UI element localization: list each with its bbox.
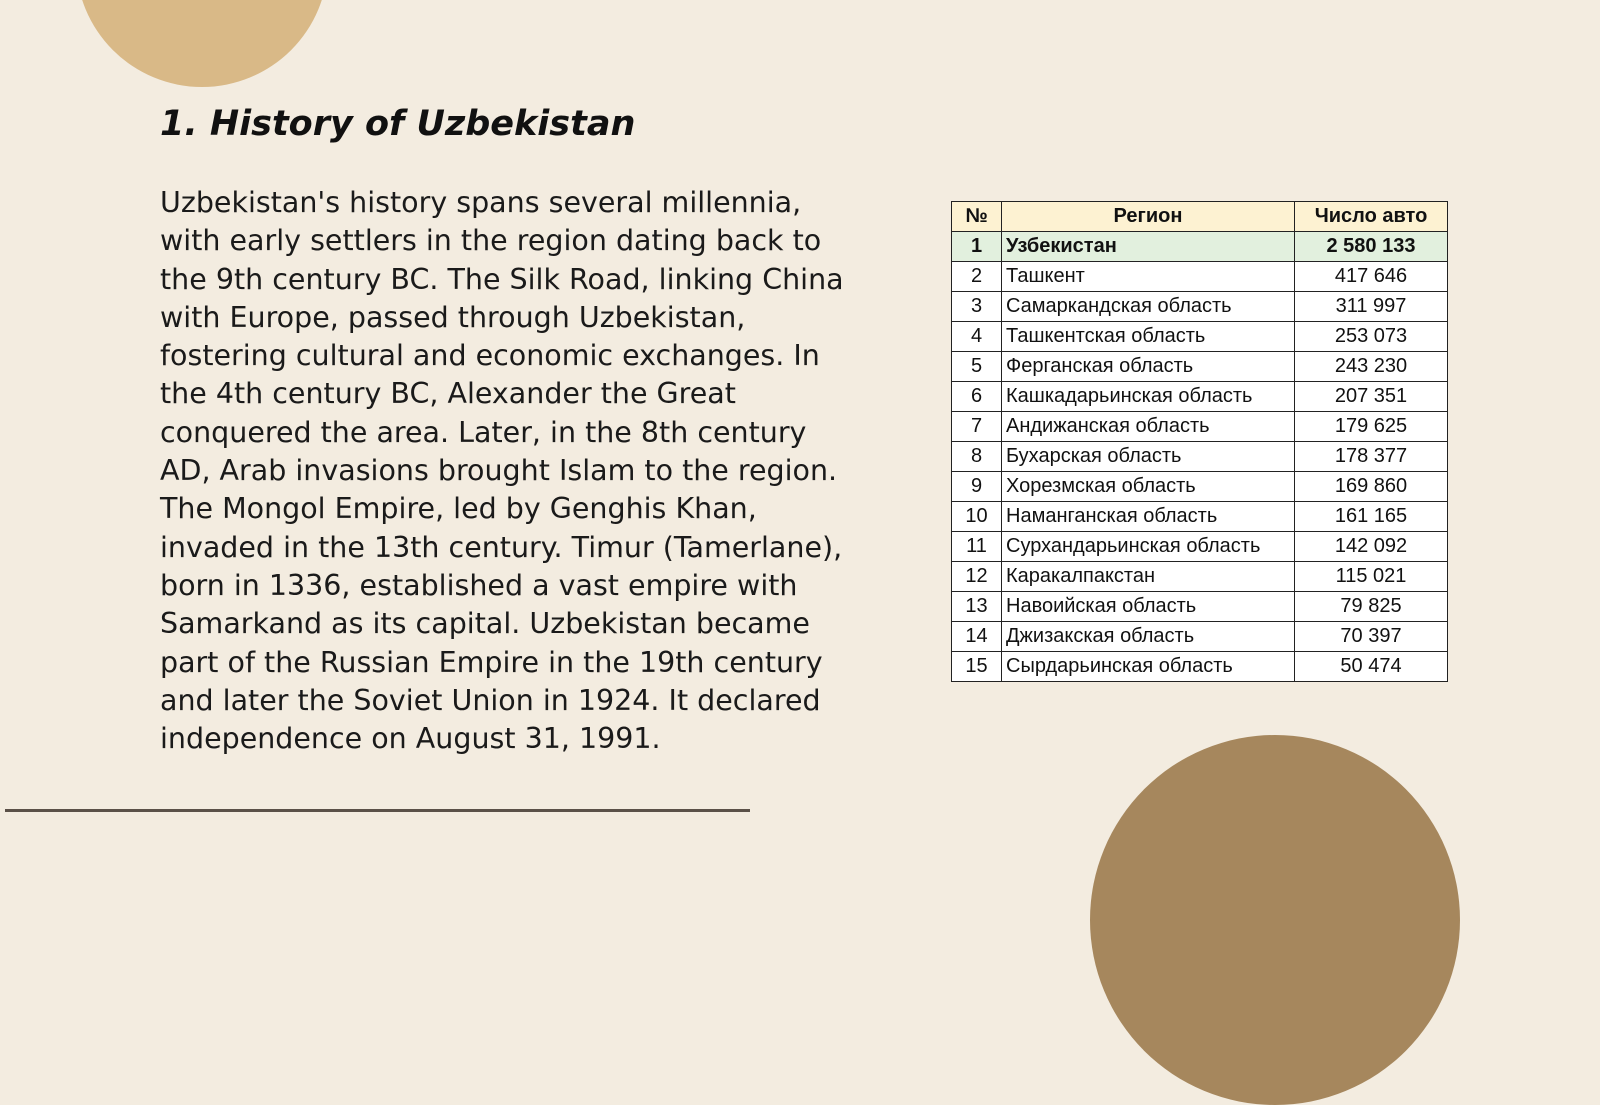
row-region: Самаркандская область (1002, 292, 1295, 322)
row-vehicle-count: 50 474 (1295, 652, 1448, 682)
row-region: Бухарская область (1002, 442, 1295, 472)
history-paragraph: Uzbekistan's history spans several millennia, with early settlers in the region dating back to the 9th century BC. The Silk Road, linking China with Europe, passed through Uzbekistan, fostering cultural and economic exchanges. In the 4th century BC, Alexander the Great conquered the area. Later, in the 8th century AD, Arab invasions brought Islam to the region. The Mongol Empire, led by Genghis Khan, invaded in the 13th century. Timur (Tamerlane), born in 1336, established a vast empire with Samarkand as its capital. Uzbekistan became part of the Russian Empire in the 19th century and later the Soviet Union in 1924. It declared independence on August 31, 1991. (160, 186, 844, 756)
row-region: Ташкентская область (1002, 322, 1295, 352)
table-row (952, 322, 1448, 352)
row-vehicle-count: 243 230 (1295, 352, 1448, 382)
decorative-circle-top (76, 0, 328, 87)
divider-line (5, 809, 750, 812)
row-region: Наманганская область (1002, 502, 1295, 532)
row-region: Джизакская область (1002, 622, 1295, 652)
slide-title: 1. History of Uzbekistan (160, 104, 636, 144)
row-number: 14 (952, 622, 1002, 652)
row-vehicle-count: 253 073 (1295, 322, 1448, 352)
row-number: 7 (952, 412, 1002, 442)
row-region: Каракалпакстан (1002, 562, 1295, 592)
table-row (952, 502, 1448, 532)
row-region: Андижанская область (1002, 412, 1295, 442)
table-row (952, 382, 1448, 412)
row-number: 5 (952, 352, 1002, 382)
row-region: Сурхандарьинская область (1002, 532, 1295, 562)
header-number: № (952, 202, 1002, 232)
row-number: 11 (952, 532, 1002, 562)
row-vehicle-count: 178 377 (1295, 442, 1448, 472)
row-number: 1 (952, 232, 1002, 262)
row-region: Кашкадарьинская область (1002, 382, 1295, 412)
table-row (952, 562, 1448, 592)
table-row (952, 532, 1448, 562)
row-vehicle-count: 2 580 133 (1295, 232, 1448, 262)
row-vehicle-count: 417 646 (1295, 262, 1448, 292)
row-region: Сырдарьинская область (1002, 652, 1295, 682)
table-row (952, 622, 1448, 652)
row-vehicle-count: 142 092 (1295, 532, 1448, 562)
row-number: 10 (952, 502, 1002, 532)
table-row (952, 262, 1448, 292)
row-region: Ферганская область (1002, 352, 1295, 382)
row-number: 15 (952, 652, 1002, 682)
table-header-row (952, 202, 1448, 232)
row-vehicle-count: 115 021 (1295, 562, 1448, 592)
table-row-total (952, 232, 1448, 262)
row-number: 2 (952, 262, 1002, 292)
row-vehicle-count: 179 625 (1295, 412, 1448, 442)
table-row (952, 412, 1448, 442)
row-number: 9 (952, 472, 1002, 502)
table-row (952, 442, 1448, 472)
header-vehicle-count: Число авто (1295, 202, 1448, 232)
decorative-circle-bottom (1090, 735, 1460, 1105)
row-vehicle-count: 79 825 (1295, 592, 1448, 622)
table-row (952, 292, 1448, 322)
table-row (952, 352, 1448, 382)
row-number: 13 (952, 592, 1002, 622)
header-region: Регион (1002, 202, 1295, 232)
row-number: 4 (952, 322, 1002, 352)
row-number: 8 (952, 442, 1002, 472)
row-number: 6 (952, 382, 1002, 412)
row-number: 12 (952, 562, 1002, 592)
table-row (952, 472, 1448, 502)
vehicle-count-table (951, 201, 1448, 682)
table-row (952, 592, 1448, 622)
row-vehicle-count: 207 351 (1295, 382, 1448, 412)
row-vehicle-count: 161 165 (1295, 502, 1448, 532)
row-vehicle-count: 169 860 (1295, 472, 1448, 502)
table-row (952, 652, 1448, 682)
row-region: Узбекистан (1002, 232, 1295, 262)
row-region: Ташкент (1002, 262, 1295, 292)
row-vehicle-count: 70 397 (1295, 622, 1448, 652)
row-vehicle-count: 311 997 (1295, 292, 1448, 322)
row-region: Хорезмская область (1002, 472, 1295, 502)
row-number: 3 (952, 292, 1002, 322)
row-region: Навоийская область (1002, 592, 1295, 622)
